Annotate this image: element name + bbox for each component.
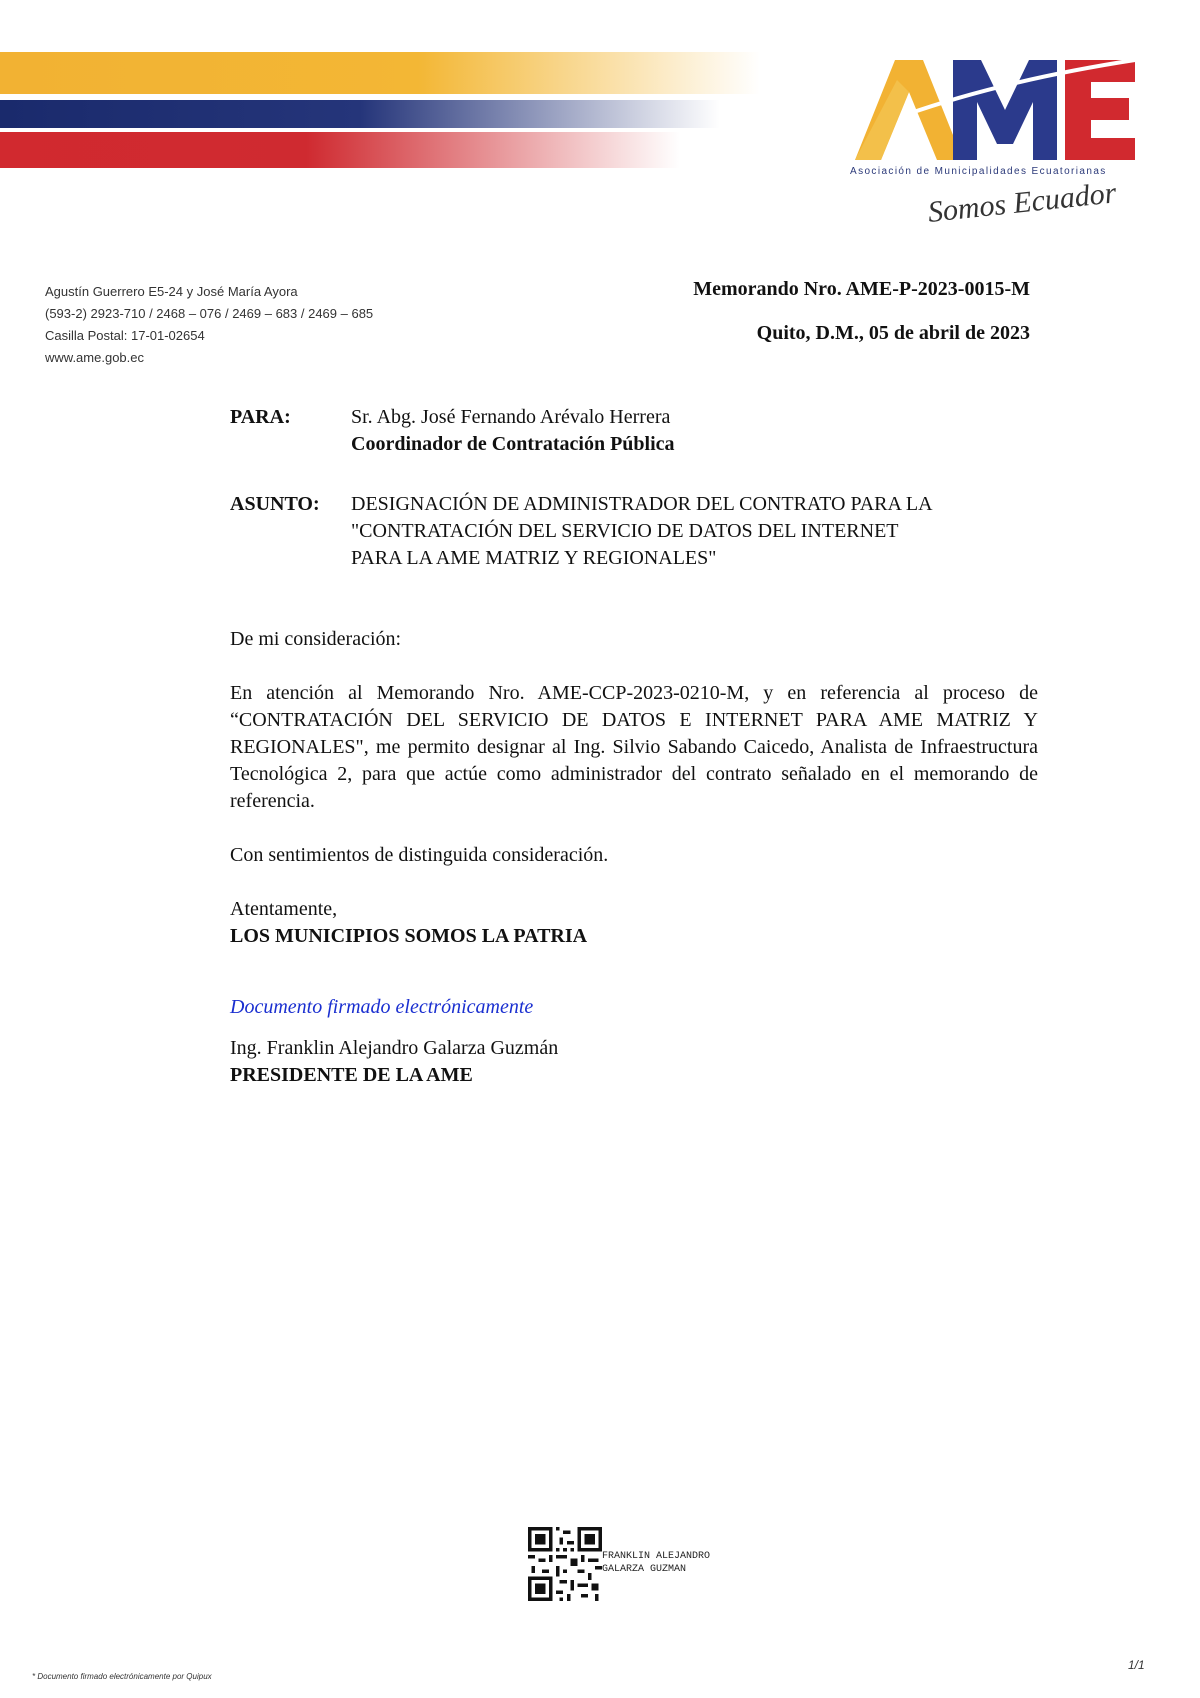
contact-address: Agustín Guerrero E5-24 y José María Ayora	[45, 284, 298, 299]
stamp-line: GALARZA GUZMAN	[602, 1564, 687, 1575]
recipient-label: PARA:	[230, 406, 291, 428]
header-band-red	[0, 132, 680, 168]
signed-note: Documento firmado electrónicamente	[230, 996, 534, 1018]
logo-subtitle: Asociación de Municipalidades Ecuatorianas	[850, 166, 1107, 177]
contact-phones: (593-2) 2923-710 / 2468 – 076 / 2469 – 683 / 2469 – 685	[45, 306, 374, 321]
subject-label: ASUNTO:	[230, 493, 320, 515]
subject-block	[351, 491, 933, 572]
contact-po-box: Casilla Postal: 17-01-02654	[45, 328, 205, 343]
footer-note: * Documento firmado electrónicamente por Quipux	[32, 1672, 212, 1681]
signer-name: Ing. Franklin Alejandro Galarza Guzmán	[230, 1037, 559, 1059]
motto: LOS MUNICIPIOS SOMOS LA PATRIA	[230, 925, 588, 947]
regards: Atentamente,	[230, 898, 338, 920]
closing: Con sentimientos de distinguida consideración.	[230, 844, 609, 866]
recipient-name: Sr. Abg. José Fernando Arévalo Herrera	[351, 406, 671, 428]
page-number: 1/1	[1128, 1658, 1145, 1672]
memo-number: Memorando Nro. AME-P-2023-0015-M	[693, 278, 1030, 300]
greeting: De mi consideración:	[230, 628, 402, 650]
contact-block	[45, 281, 373, 369]
stamp-line: FRANKLIN ALEJANDRO	[602, 1551, 711, 1562]
subject-line: DESIGNACIÓN DE ADMINISTRADOR DEL CONTRATO PARA LA	[351, 493, 933, 515]
body-paragraph: En atención al Memorando Nro. AME-CCP-2023-0210-M, y en referencia al proceso de “CONTRATACIÓN DEL SERVICIO DE DATOS E INTERNET PARA AME MATRIZ Y REGIONALES", me permito designar al Ing. Silvio Sabando Caicedo, Analista de Infraestructura Tecnológica 2, para que actúe como administrador del contrato señalado en el memorando de referencia.	[230, 682, 1038, 812]
header-band-blue	[0, 100, 720, 128]
signature-stamp	[602, 1550, 710, 1576]
qr-code	[528, 1527, 602, 1601]
signer-position: PRESIDENTE DE LA AME	[230, 1064, 473, 1086]
subject-line: PARA LA AME MATRIZ Y REGIONALES"	[351, 547, 717, 569]
logo-tagline: Somos Ecuador	[926, 176, 1118, 229]
contact-website[interactable]: www.ame.gob.ec	[45, 350, 144, 365]
header-band-yellow	[0, 52, 760, 94]
recipient-block	[351, 404, 675, 458]
recipient-title: Coordinador de Contratación Pública	[351, 433, 675, 455]
subject-line: "CONTRATACIÓN DEL SERVICIO DE DATOS DEL INTERNET	[351, 520, 899, 542]
memo-date: Quito, D.M., 05 de abril de 2023	[756, 322, 1030, 344]
